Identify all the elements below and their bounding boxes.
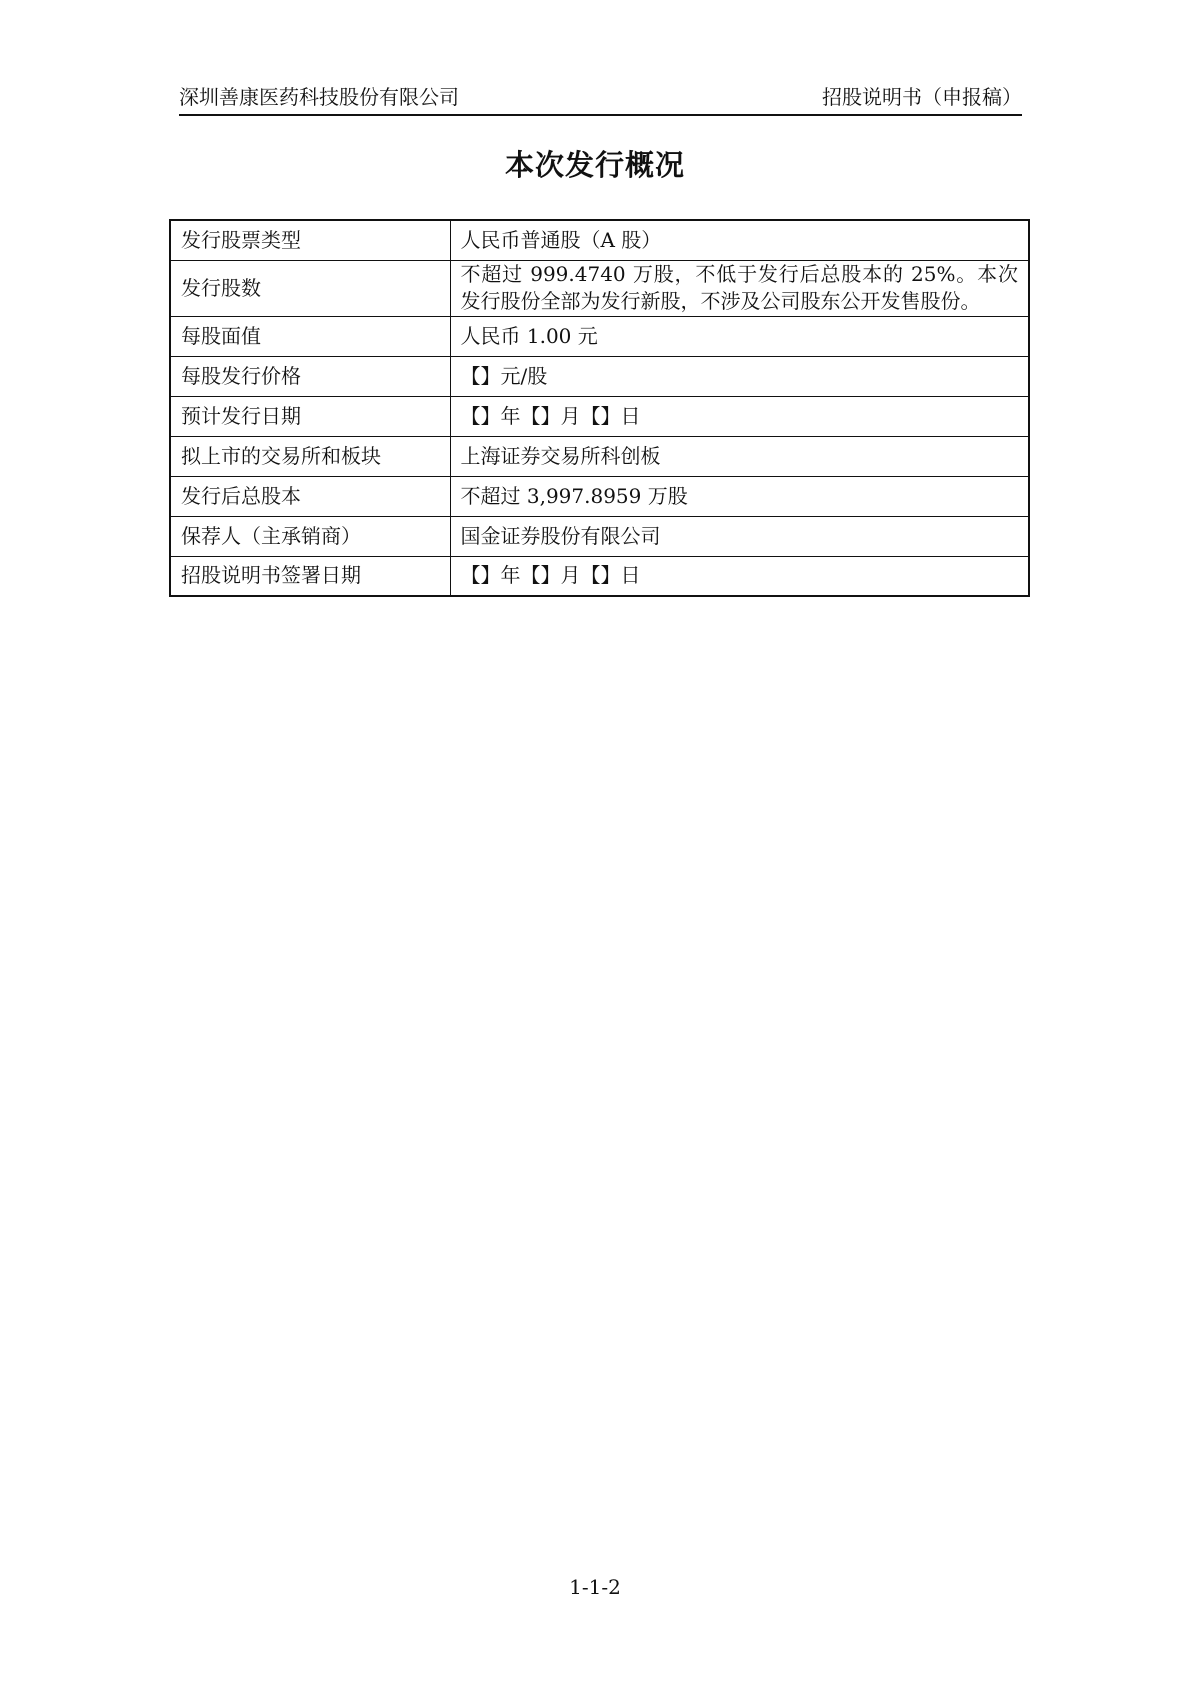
table-row — [170, 556, 1029, 596]
row-label: 每股发行价格 — [170, 356, 450, 396]
row-label: 预计发行日期 — [170, 396, 450, 436]
row-label: 招股说明书签署日期 — [170, 556, 450, 596]
row-value: 上海证券交易所科创板 — [450, 436, 1029, 476]
page-title: 本次发行概况 — [504, 148, 685, 182]
row-label: 发行股数 — [170, 260, 450, 316]
table-row — [170, 516, 1029, 556]
table-row — [170, 316, 1029, 356]
table-row — [170, 356, 1029, 396]
row-value: 人民币普通股（A 股） — [450, 220, 1029, 260]
table-row — [170, 220, 1029, 260]
table-row — [170, 260, 1029, 316]
row-value: 不超过 999.4740 万股，不低于发行后总股本的 25%。本次发行股份全部为发行新股，不涉及公司股东公开发售股份。 — [450, 260, 1029, 316]
row-value: 国金证券股份有限公司 — [450, 516, 1029, 556]
table-row — [170, 436, 1029, 476]
table-row — [170, 476, 1029, 516]
offering-overview-table — [169, 219, 1030, 597]
row-value: 【】元/股 — [450, 356, 1029, 396]
row-label: 拟上市的交易所和板块 — [170, 436, 450, 476]
header-company-name: 深圳善康医药科技股份有限公司 — [179, 85, 459, 109]
page-number: 1-1-2 — [569, 1575, 621, 1599]
header-document-type: 招股说明书（申报稿） — [822, 85, 1022, 109]
row-label: 发行股票类型 — [170, 220, 450, 260]
page-header — [179, 84, 1022, 116]
row-value: 人民币 1.00 元 — [450, 316, 1029, 356]
row-value: 【】年【】月【】日 — [450, 556, 1029, 596]
row-label: 保荐人（主承销商） — [170, 516, 450, 556]
row-label: 每股面值 — [170, 316, 450, 356]
row-label: 发行后总股本 — [170, 476, 450, 516]
table-row — [170, 396, 1029, 436]
row-value: 不超过 3,997.8959 万股 — [450, 476, 1029, 516]
row-value: 【】年【】月【】日 — [450, 396, 1029, 436]
